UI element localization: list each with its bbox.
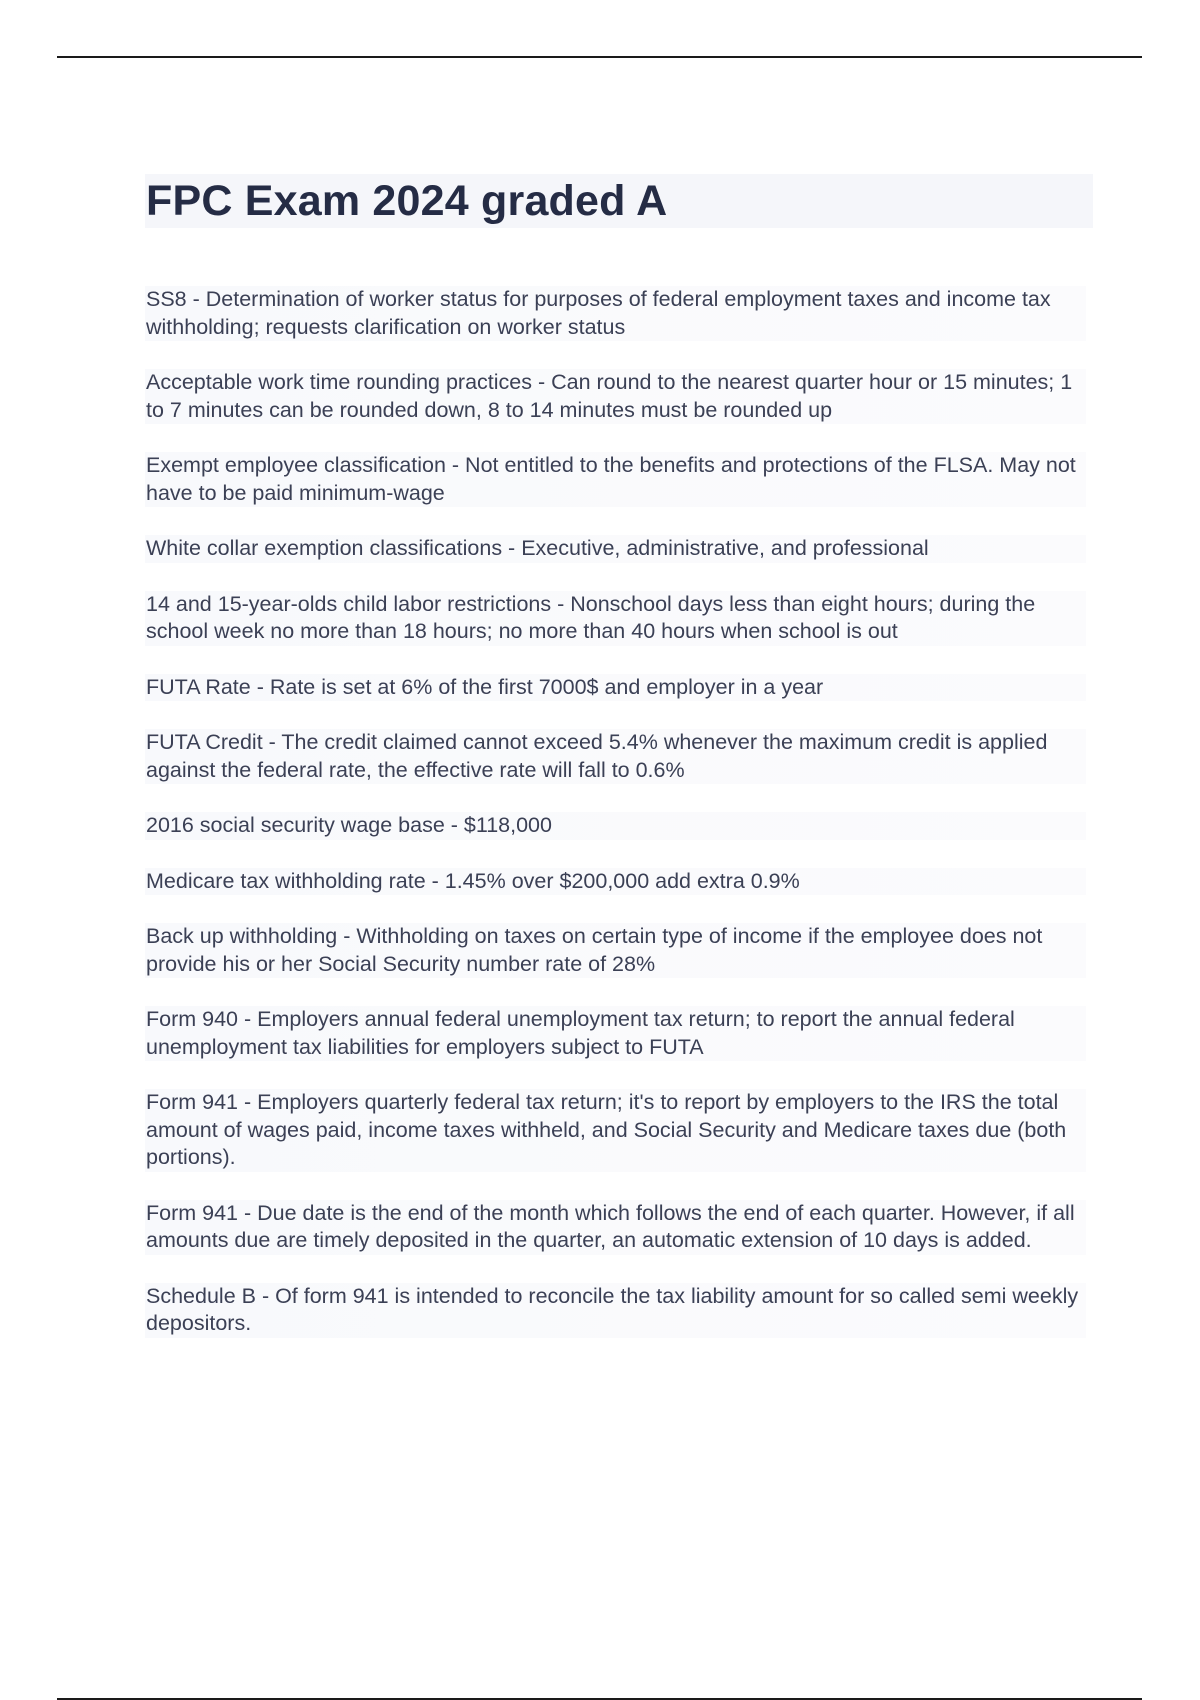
entry-item: Acceptable work time rounding practices - Can round to the nearest quarter hour or 15 minutes; 1 to 7 minutes can be rounded down, 8 to 14 minutes must be rounded up bbox=[145, 369, 1086, 424]
top-rule bbox=[57, 56, 1142, 58]
entry-item: Back up withholding - Withholding on taxes on certain type of income if the employee does not provide his or her Social Security number rate of 28% bbox=[145, 923, 1086, 978]
entry-item: 2016 social security wage base - $118,000 bbox=[145, 812, 1086, 840]
entry-item: FUTA Credit - The credit claimed cannot exceed 5.4% whenever the maximum credit is applied against the federal rate, the effective rate will fall to 0.6% bbox=[145, 729, 1086, 784]
entry-item: FUTA Rate - Rate is set at 6% of the first 7000$ and employer in a year bbox=[145, 674, 1086, 702]
title-bar bbox=[145, 174, 1093, 228]
entry-item: Medicare tax withholding rate - 1.45% over $200,000 add extra 0.9% bbox=[145, 868, 1086, 896]
entry-item: Schedule B - Of form 941 is intended to reconcile the tax liability amount for so called semi weekly depositors. bbox=[145, 1283, 1086, 1338]
document-body bbox=[145, 174, 1093, 1366]
entry-item: White collar exemption classifications - Executive, administrative, and professional bbox=[145, 535, 1086, 563]
entry-item: 14 and 15-year-olds child labor restrictions - Nonschool days less than eight hours; during the school week no more than 18 hours; no more than 40 hours when school is out bbox=[145, 591, 1086, 646]
entry-item: Form 941 - Employers quarterly federal tax return; it's to report by employers to the IRS the total amount of wages paid, income taxes withheld, and Social Security and Medicare taxes due (both portions). bbox=[145, 1089, 1086, 1172]
entry-list bbox=[145, 286, 1093, 1338]
page-title: FPC Exam 2024 graded A bbox=[146, 177, 668, 225]
entry-item: Exempt employee classification - Not entitled to the benefits and protections of the FLSA. May not have to be paid minimum-wage bbox=[145, 452, 1086, 507]
entry-item: Form 940 - Employers annual federal unemployment tax return; to report the annual federal unemployment tax liabilities for employers subject to FUTA bbox=[145, 1006, 1086, 1061]
entry-item: Form 941 - Due date is the end of the month which follows the end of each quarter. However, if all amounts due are timely deposited in the quarter, an automatic extension of 10 days is added. bbox=[145, 1200, 1086, 1255]
entry-item: SS8 - Determination of worker status for purposes of federal employment taxes and income tax withholding; requests clarification on worker status bbox=[145, 286, 1086, 341]
